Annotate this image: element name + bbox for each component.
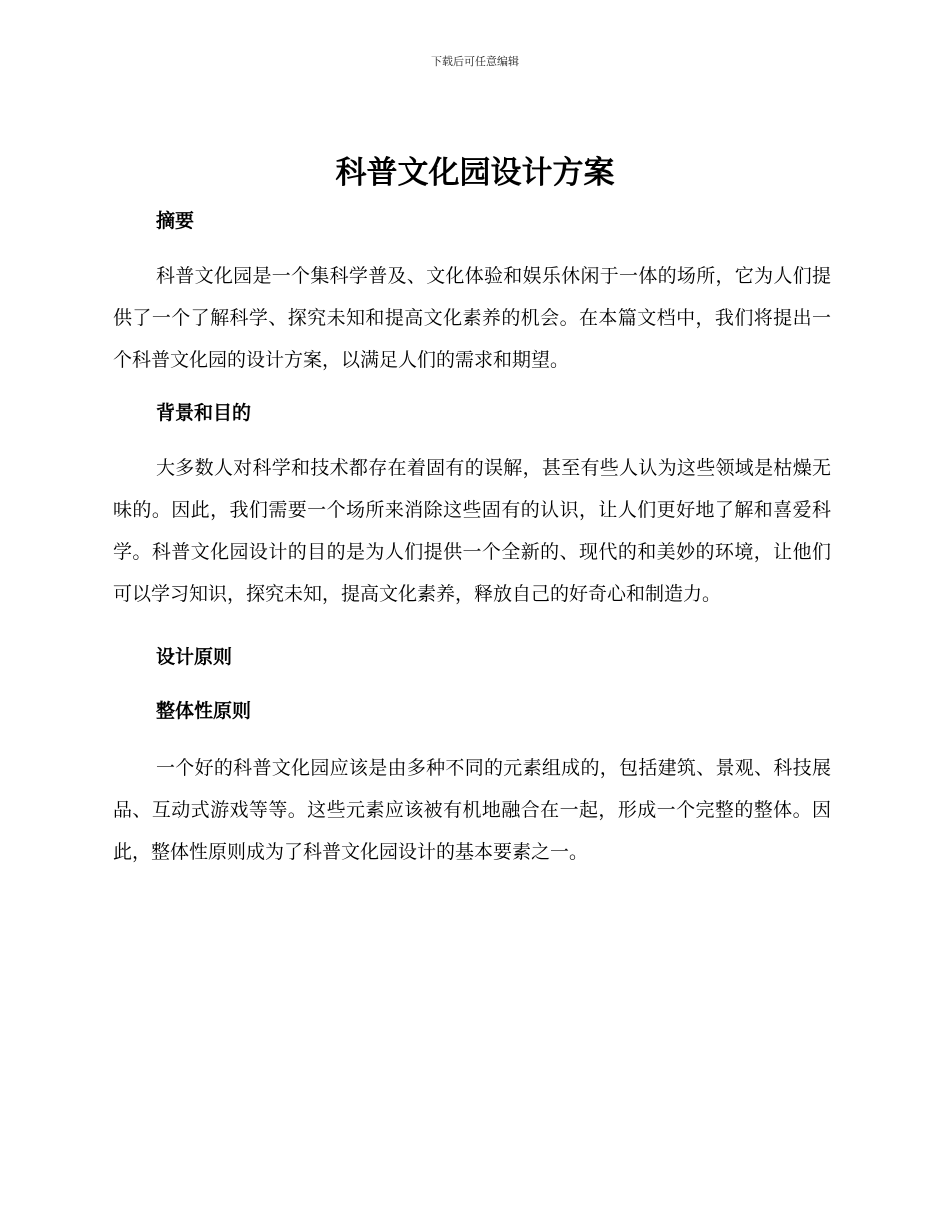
document-title: 科普文化园设计方案 (335, 155, 615, 191)
abstract-paragraph: 科普文化园是一个集科学普及、文化体验和娱乐休闲于一体的场所，它为人们提供了一个了解科学、探究未知和提高文化素养的机会。在本篇文档中，我们将提出一个科普文化园的设计方案，以满足人们的需求和期望。 (113, 265, 831, 371)
background-paragraph: 大多数人对科学和技术都存在着固有的误解，甚至有些人认为这些领域是枯燥无味的。因此，我们需要一个场所来消除这些固有的认识，让人们更好地了解和喜爱科学。科普文化园设计的目的是为人们提供一个全新的、现代的和美妙的环境，让他们可以学习知识，探究未知，提高文化素养，释放自己的好奇心和制造力。 (113, 457, 831, 605)
integrity-heading: 整体性原则 (156, 700, 252, 722)
abstract-heading: 摘要 (156, 210, 195, 232)
header-note: 下载后可任意编辑 (431, 55, 519, 68)
document-body (113, 205, 831, 873)
integrity-paragraph: 一个好的科普文化园应该是由多种不同的元素组成的，包括建筑、景观、科技展品、互动式游戏等等。这些元素应该被有机地融合在一起，形成一个完整的整体。因此，整体性原则成为了科普文化园设计的基本要素之一。 (113, 757, 831, 863)
principles-heading: 设计原则 (156, 646, 233, 668)
background-heading: 背景和目的 (156, 402, 252, 424)
